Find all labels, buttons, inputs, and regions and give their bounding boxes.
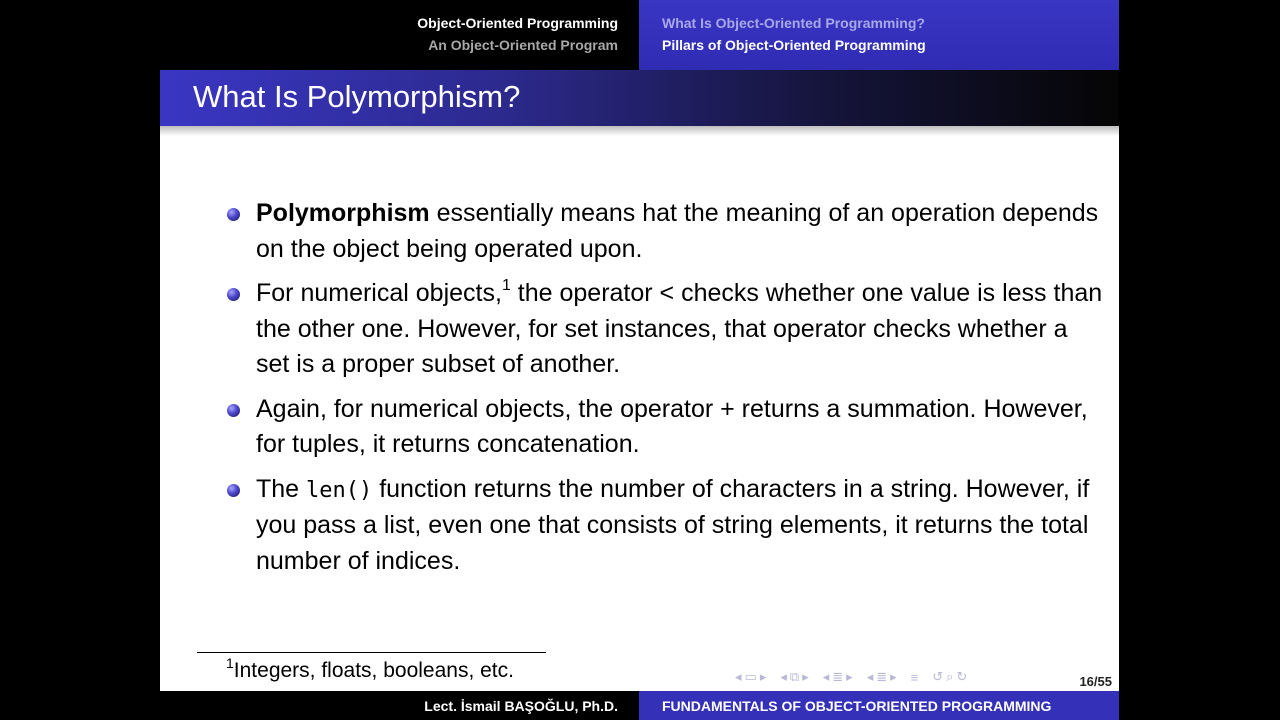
slide: [160, 0, 1119, 720]
nav-next-arrow-icon[interactable]: ▸: [890, 669, 897, 684]
bullet-item-less-than-operator: [227, 276, 1107, 383]
bullet-item-plus-operator: [227, 392, 1107, 463]
subsection-nav-icon[interactable]: ≣: [876, 669, 888, 684]
bullet-term: Polymorphism: [256, 199, 430, 227]
nav-prev-arrow-icon[interactable]: ◂: [735, 669, 742, 684]
footnote-reference[interactable]: 1: [501, 276, 511, 294]
footnote: [226, 655, 514, 683]
title-shadow: [160, 126, 1119, 136]
subsection-navigation: [639, 0, 1119, 70]
nav-subsection-pillars-of-oop[interactable]: Pillars of Object-Oriented Programming: [662, 37, 926, 53]
bullet-item-len-function: [227, 472, 1107, 580]
current-page: 16: [1079, 674, 1094, 689]
nav-next-arrow-icon[interactable]: ▸: [846, 669, 853, 684]
beamer-navigation-symbols: [735, 668, 970, 686]
slide-title: What Is Polymorphism?: [193, 79, 521, 114]
bullet-text: Again, for numerical objects, the operator + returns a summation. However, for tuples, it returns concatenation.: [256, 394, 1088, 458]
page-counter: [1079, 674, 1112, 689]
forward-icon[interactable]: ↻: [956, 669, 968, 684]
bullet-text: the operator < checks whether one value is less than the other one. However, for set instances, that operator checks whether a set is a proper subset of another.: [256, 279, 1103, 378]
total-pages: 55: [1097, 674, 1112, 689]
bullet-text: essentially means hat the meaning of an operation depends on the object being operated upon.: [256, 199, 1099, 263]
frame-title-bar: [160, 70, 1119, 126]
back-icon[interactable]: ↺: [932, 669, 944, 684]
bullet-text: For numerical objects,: [256, 279, 502, 307]
footer-author: Lect. İsmail BAŞOĞLU, Ph.D.: [424, 698, 618, 714]
footnote-text: Integers, floats, booleans, etc.: [233, 659, 514, 682]
nav-prev-arrow-icon[interactable]: ◂: [780, 669, 787, 684]
page-separator: /: [1093, 674, 1098, 689]
bullet-ball-icon: [227, 404, 240, 417]
footer-course-bar: [639, 691, 1119, 720]
subsection-icon[interactable]: ⧉: [789, 669, 800, 684]
bullet-text: The: [256, 474, 307, 503]
footer-author-bar: [160, 691, 639, 720]
nav-section-an-object-oriented-program[interactable]: An Object-Oriented Program: [428, 37, 618, 53]
bullet-list: [227, 196, 1107, 588]
bullet-text: function returns the number of characters in a string. However, if you pass a list, even one that consists of string elements, it returns the total number of indices.: [256, 474, 1090, 575]
document-icon[interactable]: ≡: [910, 669, 919, 685]
nav-next-arrow-icon[interactable]: ▸: [802, 669, 809, 684]
footer-course-title: FUNDAMENTALS OF OBJECT-ORIENTED PROGRAMMING: [662, 698, 1052, 714]
nav-next-arrow-icon[interactable]: ▸: [759, 669, 767, 684]
bullet-ball-icon: [227, 484, 240, 497]
search-icon[interactable]: ⌕: [946, 669, 954, 684]
nav-prev-arrow-icon[interactable]: ◂: [822, 669, 830, 684]
bullet-item-polymorphism: [227, 196, 1107, 267]
nav-subsection-what-is-oop[interactable]: What Is Object-Oriented Programming?: [662, 15, 925, 31]
nav-section-object-oriented-programming[interactable]: Object-Oriented Programming: [417, 15, 618, 31]
section-icon[interactable]: ≣: [832, 669, 844, 684]
footnote-rule: [197, 652, 546, 653]
bullet-ball-icon: [227, 208, 240, 221]
header-navigation: [160, 0, 1119, 70]
section-navigation: [160, 0, 639, 70]
frame-icon[interactable]: ▭: [744, 669, 757, 684]
code-len: len(): [306, 477, 373, 503]
nav-prev-arrow-icon[interactable]: ◂: [866, 669, 874, 684]
bullet-ball-icon: [227, 288, 240, 301]
footnote-mark: 1: [226, 655, 234, 671]
